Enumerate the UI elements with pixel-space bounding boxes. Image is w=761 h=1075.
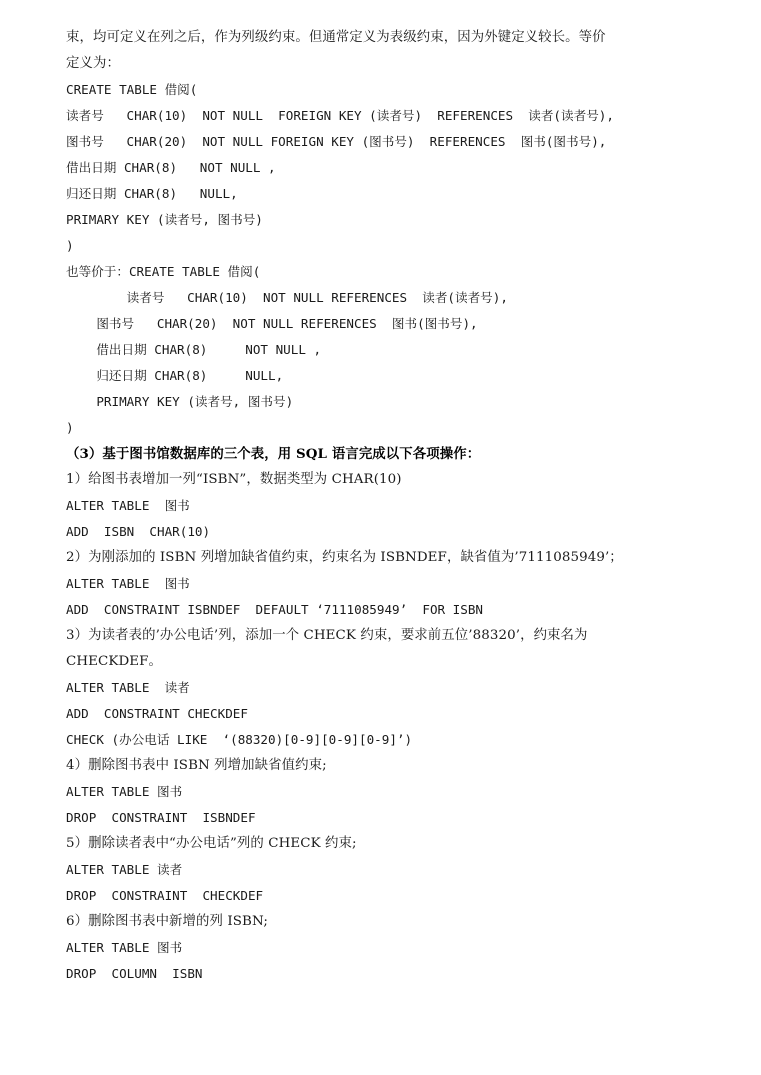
code-line-drop-column: DROP COLUMN ISBN <box>66 966 203 981</box>
task-2-description: 2）为刚添加的 ISBN 列增加缺省值约束，约束名为 ISBNDEF，缺省值为’7111085949’； <box>66 550 623 565</box>
code-line-alter-table: ALTER TABLE 读者 <box>66 680 190 695</box>
code-line-drop-constraint: DROP CONSTRAINT CHECKDEF <box>66 888 264 903</box>
section-heading: （3）基于图书馆数据库的三个表，用 SQL 语言完成以下各项操作： <box>66 446 481 462</box>
code-line-alter-table: ALTER TABLE 图书 <box>66 498 190 513</box>
paragraph-line-1: 束，均可定义在列之后，作为列级约束。但通常定义为表级约束，因为外键定义较长。等价 <box>66 30 606 45</box>
code-line-book-no: 图书号 CHAR(20) NOT NULL FOREIGN KEY (图书号) REFERENCES 图书(图书号), <box>66 134 607 149</box>
code-line-eq-reader-no: 读者号 CHAR(10) NOT NULL REFERENCES 读者(读者号), <box>66 290 508 305</box>
code-line-eq-borrow-date: 借出日期 CHAR(8) NOT NULL , <box>66 342 322 357</box>
code-line-eq-return-date: 归还日期 CHAR(8) NULL, <box>66 368 284 383</box>
code-line-add-isbn: ADD ISBN CHAR(10) <box>66 524 211 539</box>
code-line-alter-table: ALTER TABLE 图书 <box>66 576 190 591</box>
code-line-eq-book-no: 图书号 CHAR(20) NOT NULL REFERENCES 图书(图书号), <box>66 316 478 331</box>
code-line-add-default-constraint: ADD CONSTRAINT ISBNDEF DEFAULT ‘7111085949’ FOR ISBN <box>66 602 484 617</box>
code-line-equivalent-create: 也等价于：CREATE TABLE 借阅( <box>66 264 261 279</box>
code-line-alter-table: ALTER TABLE 图书 <box>66 940 183 955</box>
task-6-description: 6）删除图书表中新增的列 ISBN; <box>66 914 268 929</box>
code-line-reader-no: 读者号 CHAR(10) NOT NULL FOREIGN KEY (读者号) REFERENCES 读者(读者号), <box>66 108 614 123</box>
code-line-alter-table: ALTER TABLE 读者 <box>66 862 183 877</box>
code-line-add-check-constraint: ADD CONSTRAINT CHECKDEF <box>66 706 248 721</box>
code-line-eq-primary-key: PRIMARY KEY (读者号, 图书号) <box>66 394 294 409</box>
code-line-drop-constraint: DROP CONSTRAINT ISBNDEF <box>66 810 256 825</box>
code-line-check-like: CHECK (办公电话 LIKE ‘(88320)[0-9][0-9][0-9]’) <box>66 732 413 747</box>
task-5-description: 5）删除读者表中“办公电话”列的 CHECK 约束; <box>66 836 357 851</box>
code-line-return-date: 归还日期 CHAR(8) NULL, <box>66 186 238 201</box>
code-line-borrow-date: 借出日期 CHAR(8) NOT NULL , <box>66 160 276 175</box>
code-line-eq-close-paren: ) <box>66 420 74 435</box>
code-line-create-table: CREATE TABLE 借阅( <box>66 82 198 97</box>
paragraph-line-2: 定义为： <box>66 56 120 71</box>
task-3-description-cont: CHECKDEF。 <box>66 654 163 669</box>
code-line-primary-key: PRIMARY KEY (读者号, 图书号) <box>66 212 263 227</box>
task-1-description: 1）给图书表增加一列“ISBN”，数据类型为 CHAR(10) <box>66 472 402 487</box>
code-line-alter-table: ALTER TABLE 图书 <box>66 784 183 799</box>
code-line-close-paren: ) <box>66 238 74 253</box>
task-3-description: 3）为读者表的’办公电话’列，添加一个 CHECK 约束，要求前五位’88320’，约束名为 <box>66 628 588 643</box>
task-4-description: 4）删除图书表中 ISBN 列增加缺省值约束; <box>66 758 327 773</box>
